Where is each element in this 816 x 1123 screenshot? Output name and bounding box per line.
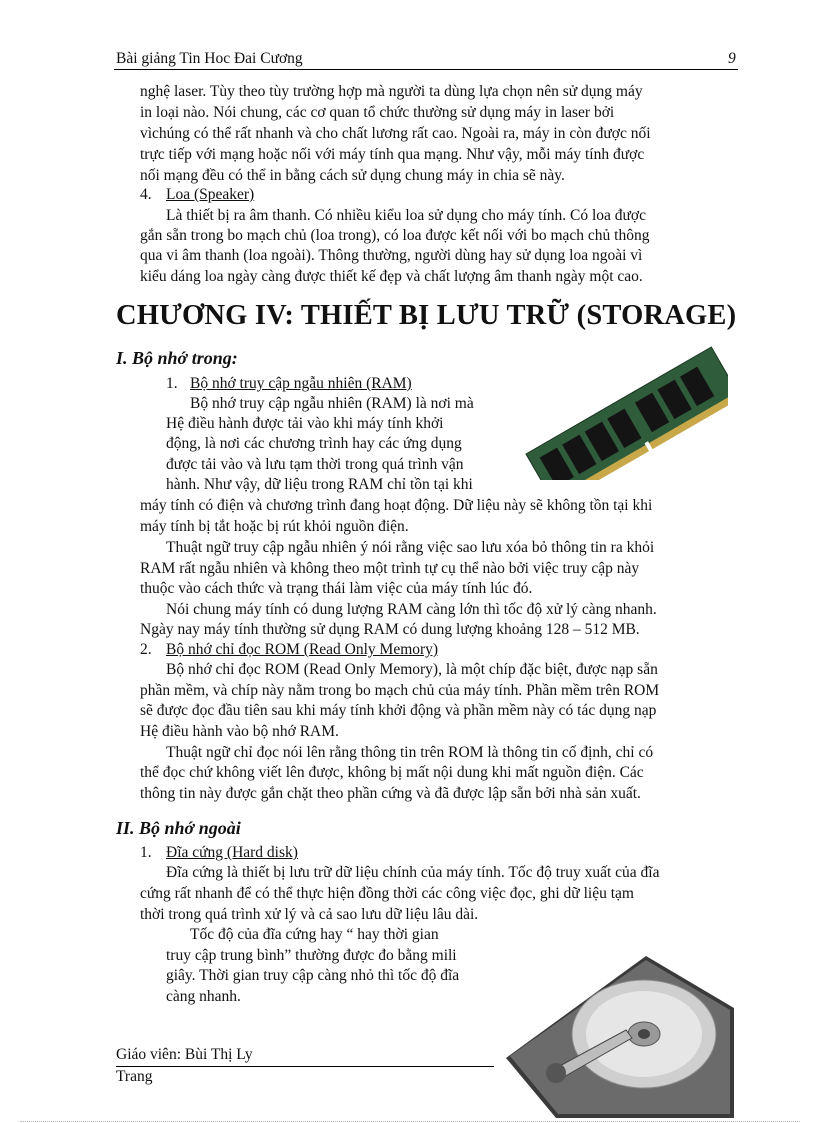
text-line: động, là nơi các chương trình hay các ứng dụng <box>166 435 462 452</box>
text-line: Hệ điều hành được tải vào khi máy tính khởi <box>166 415 444 432</box>
text-line: Tốc độ của đĩa cứng hay “ hay thời gian <box>190 926 439 943</box>
running-header-title: Bài giảng Tin Hoc Đai Cương <box>116 50 303 67</box>
ram-module-image <box>516 342 728 480</box>
text-line: thời trong quá trình xử lý và cả sao lưu dữ liệu lâu dài. <box>140 906 479 923</box>
text-line: Bộ nhớ chỉ đọc ROM (Read Only Memory), là một chíp đặc biệt, được nạp sẵn <box>166 661 658 678</box>
text-line: in loại nào. Nói chung, các cơ quan tổ chức thường sử dụng máy in laser bởi <box>140 104 615 121</box>
text-line: hành. Như vậy, dữ liệu trong RAM chỉ tồn tại khi <box>166 476 473 493</box>
text-line: Ngày nay máy tính thường sử dụng RAM có dung lượng khoảng 128 – 512 MB. <box>140 621 640 638</box>
list-number: 1. <box>140 844 152 861</box>
text-line: nghệ laser. Tùy theo tùy trường hợp mà người ta dùng lựa chọn nên sử dụng máy <box>140 83 643 100</box>
footer-rule <box>116 1066 494 1067</box>
text-line: Thuật ngữ truy cập ngẫu nhiên ý nói rằng việc sao lưu xóa bỏ thông tin ra khỏi <box>166 539 655 556</box>
text-line: cứng rất nhanh để có thể thực hiện đồng thời các công việc đọc, ghi dữ liệu tạm <box>140 885 634 902</box>
page-number: 9 <box>728 50 736 67</box>
text-line: thông tin này được gắn chặt theo phần cứng và đã được lập sẵn bởi nhà sản xuất. <box>140 785 641 802</box>
text-line: gắn sẵn trong bo mạch chủ (loa trong), có loa được kết nối với bo mạch chủ thông <box>140 227 650 244</box>
text-line: Nói chung máy tính có dung lượng RAM càng lớn thì tốc độ xử lý càng nhanh. <box>166 601 657 618</box>
footer-page-label: Trang <box>116 1068 153 1085</box>
list-number: 1. <box>166 375 178 392</box>
text-line: RAM rất ngẫu nhiên và không theo một trình tự cụ thể nào bởi việc truy cập này <box>140 560 640 577</box>
text-line: giây. Thời gian truy cập càng nhỏ thì tốc độ đĩa <box>166 967 460 984</box>
text-line: càng nhanh. <box>166 988 241 1005</box>
speaker-heading: Loa (Speaker) <box>166 186 255 203</box>
text-line: phần mềm, và chíp này nằm trong bo mạch chủ của máy tính. Phần mềm trên ROM <box>140 682 660 699</box>
text-line: thể đọc chứ không viết lên được, không bị mất nội dung khi mất nguồn điện. Các <box>140 764 644 781</box>
text-line: được tải vào và lưu tạm thời trong quá trình vận <box>166 456 464 473</box>
text-line: qua vi âm thanh (loa ngoài). Thông thường, người dùng hay sử dụng loa ngoài vì <box>140 247 643 264</box>
list-number: 4. <box>140 186 152 203</box>
text-line: Hệ điều hành vào bộ nhớ RAM. <box>140 723 339 740</box>
text-line: truy cập trung bình” thường được đo bằng mili <box>166 947 457 964</box>
section-heading-external-memory: II. Bộ nhớ ngoài <box>116 818 241 838</box>
hard-disk-image <box>496 938 736 1118</box>
text-line: Thuật ngữ chỉ đọc nói lên rằng thông tin trên ROM là thông tin cố định, chỉ có <box>166 744 654 761</box>
text-line: trực tiếp với mạng hoặc nối với máy tính qua mạng. Như vậy, mỗi máy tính được <box>140 146 645 163</box>
chapter-title: CHƯƠNG IV: THIẾT BỊ LƯU TRỮ (STORAGE) <box>116 300 737 331</box>
ram-heading: Bộ nhớ truy cập ngẫu nhiên (RAM) <box>190 375 412 392</box>
section-heading-internal-memory: I. Bộ nhớ trong: <box>116 348 238 368</box>
text-line: Đĩa cứng là thiết bị lưu trữ dữ liệu chính của máy tính. Tốc độ truy xuất của đĩa <box>166 864 660 881</box>
text-line: máy tính bị tắt hoặc bị rút khỏi nguồn điện. <box>140 518 409 535</box>
teacher-name: Giáo viên: Bùi Thị Ly <box>116 1046 253 1063</box>
text-line: Bộ nhớ truy cập ngẫu nhiên (RAM) là nơi mà <box>190 395 474 412</box>
hdd-heading: Đĩa cứng (Hard disk) <box>166 844 298 861</box>
text-line: máy tính có điện và chương trình đang hoạt động. Dữ liệu này sẽ không tồn tại khi <box>140 497 653 514</box>
text-line: thuộc vào cách thức và trạng thái làm việc của máy tính lúc đó. <box>140 580 533 597</box>
page-bottom-border <box>20 1121 800 1122</box>
list-number: 2. <box>140 641 152 658</box>
text-line: vìchúng có thể rất nhanh và cho chất lương rất cao. Ngoài ra, máy in còn được nối <box>140 125 651 142</box>
text-line: sẽ được đọc đầu tiên sau khi máy tính khởi động và phần mềm này có tác dụng nạp <box>140 702 657 719</box>
text-line: Là thiết bị ra âm thanh. Có nhiều kiểu loa sử dụng cho máy tính. Có loa được <box>166 207 647 224</box>
rom-heading: Bộ nhớ chỉ đọc ROM (Read Only Memory) <box>166 641 439 658</box>
text-line: kiểu dáng loa ngày càng được thiết kế đẹp và chất lượng âm thanh ngày một cao. <box>140 268 643 285</box>
text-line: nối mạng đều có thể in bằng cách sử dụng chung máy in chia sẽ này. <box>140 167 565 184</box>
header-rule <box>114 69 738 70</box>
